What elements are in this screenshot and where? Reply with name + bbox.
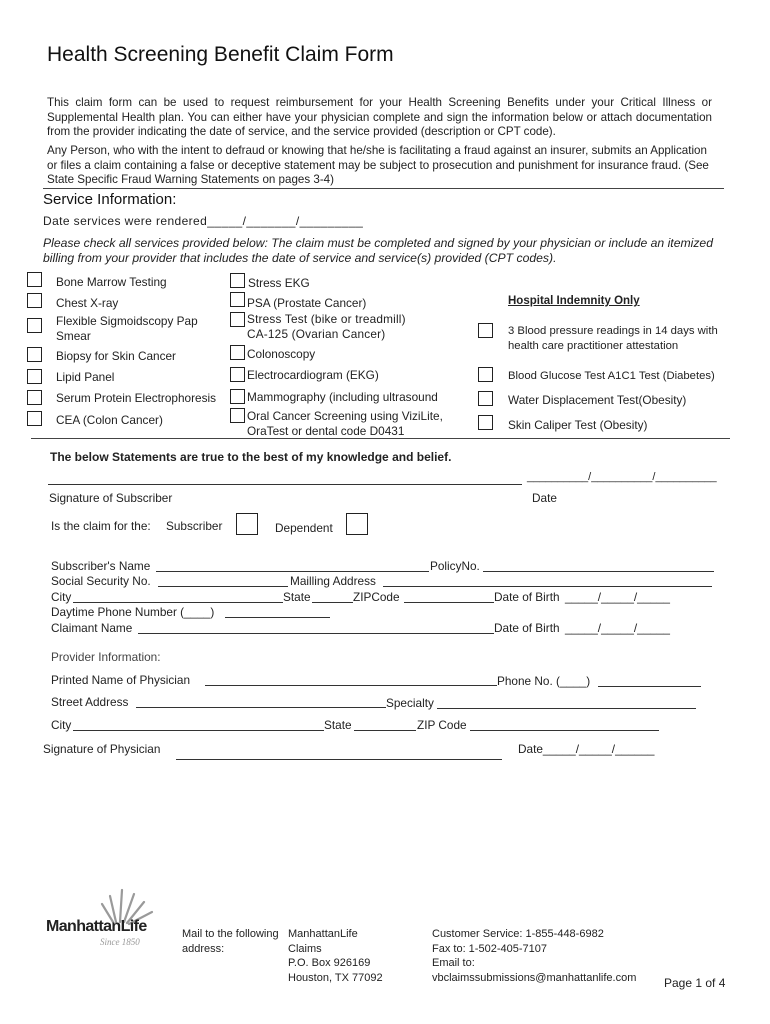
intro-paragraph: This claim form can be used to request reimbursement for your Health Screening Benefits under your Critical Illness or Supplemental Health plan. You can either have your physician complete and sign the information below or attach documentation from the provider indicating the date of service, and the service provided (description or CPT code).: [47, 96, 712, 139]
checkbox-biopsy-skin-cancer[interactable]: [27, 347, 42, 362]
service-label: Bone Marrow Testing: [56, 275, 167, 289]
specialty-label: Specialty: [386, 696, 434, 710]
service-label: CEA (Colon Cancer): [56, 413, 163, 427]
mail-to-label: Mail to the following address:: [182, 928, 279, 955]
divider: [31, 438, 730, 439]
daytime-phone-label: Daytime Phone Number (____): [51, 605, 215, 619]
page-number: Page 1 of 4: [664, 976, 726, 990]
provider-zip-field[interactable]: [470, 730, 659, 731]
city-label: City: [51, 590, 72, 604]
checkbox-cea[interactable]: [27, 411, 42, 426]
signature-subscriber-label: Signature of Subscriber: [49, 491, 173, 505]
checkbox-stress-test[interactable]: [230, 312, 245, 327]
service-label: PSA (Prostate Cancer): [247, 296, 367, 310]
service-label: Electrocardiogram (EKG): [247, 368, 379, 382]
customer-service-line: Customer Service: 1-855-448-6982: [432, 928, 604, 940]
claimant-dob-field[interactable]: _____/_____/_____: [565, 621, 670, 635]
service-label: Oral Cancer Screening using ViziLite, OraTest or dental code D0431: [247, 409, 443, 438]
address-line: P.O. Box 926169: [288, 957, 371, 969]
provider-city-label: City: [51, 718, 72, 732]
dob-label: Date of Birth: [494, 590, 560, 604]
provider-city-field[interactable]: [73, 730, 324, 731]
checkbox-lipid-panel[interactable]: [27, 369, 42, 384]
checkbox-subscriber[interactable]: [236, 513, 258, 535]
hospital-indemnity-heading: Hospital Indemnity Only: [508, 295, 640, 307]
claimant-name-label: Claimant Name: [51, 621, 133, 635]
service-label: Stress Test (bike or treadmill) CA-125 (Ovarian Cancer): [247, 312, 406, 341]
subscriber-signature-field[interactable]: [48, 484, 522, 485]
state-field[interactable]: [312, 602, 353, 603]
zipcode-field[interactable]: [404, 602, 494, 603]
date-rendered-label: [43, 214, 363, 228]
service-label: Stress EKG: [248, 276, 310, 290]
zipcode-label: ZIPCode: [353, 590, 400, 604]
checkbox-psa[interactable]: [230, 292, 245, 307]
email-address-link[interactable]: vbclaimssubmissions@manhattanlife.com: [432, 971, 637, 984]
service-label: 3 Blood pressure readings in 14 days with health care practitioner attestation: [508, 325, 718, 352]
phone-no-field[interactable]: [598, 686, 701, 687]
service-label: Biopsy for Skin Cancer: [56, 349, 176, 363]
checkbox-blood-glucose[interactable]: [478, 367, 493, 382]
signature-physician-label: Signature of Physician: [43, 742, 161, 756]
mailing-address-field[interactable]: [383, 586, 712, 587]
checkbox-mammography[interactable]: [230, 389, 245, 404]
service-label: Mammography (including ultrasound: [247, 390, 438, 404]
statement-text: The below Statements are true to the best of my knowledge and belief.: [50, 450, 452, 464]
divider: [43, 188, 724, 189]
service-label: Skin Caliper Test (Obesity): [508, 418, 648, 432]
subscriber-option-label: Subscriber: [166, 519, 223, 533]
street-address-label: Street Address: [51, 695, 129, 709]
ssn-label: Social Security No.: [51, 574, 151, 588]
subscriber-date-field[interactable]: __________/__________/__________: [527, 471, 717, 483]
address-line: Houston, TX 77092: [288, 971, 383, 984]
checkbox-oral-cancer[interactable]: [230, 408, 245, 423]
service-label: Colonoscopy: [247, 347, 316, 361]
specialty-field[interactable]: [437, 708, 696, 709]
checkbox-skin-caliper[interactable]: [478, 415, 493, 430]
fax-line: Fax to: 1-502-405-7107: [432, 942, 547, 955]
service-label: Chest X-ray: [56, 296, 119, 310]
form-title: Health Screening Benefit Claim Form: [47, 43, 394, 66]
ssn-field[interactable]: [158, 586, 288, 587]
state-label: State: [283, 590, 311, 604]
subscriber-name-field[interactable]: [156, 571, 429, 572]
service-label: Water Displacement Test(Obesity): [508, 393, 687, 407]
checkbox-water-displacement[interactable]: [478, 391, 493, 406]
contact-block: [432, 927, 636, 985]
mailing-address-block: [288, 927, 383, 985]
service-label: Serum Protein Electrophoresis: [56, 391, 216, 405]
checkbox-bone-marrow-testing[interactable]: [27, 272, 42, 287]
provider-info-heading: Provider Information:: [51, 650, 161, 664]
phone-no-label: Phone No. (____): [497, 674, 591, 688]
policy-no-label: PolicyNo.: [430, 559, 480, 573]
mailing-address-label: Mailling Address: [290, 574, 376, 588]
provider-zip-label: ZIP Code: [417, 718, 467, 732]
manhattanlife-logo: [46, 886, 166, 946]
city-field[interactable]: [73, 602, 283, 603]
dependent-option-label: Dependent: [275, 521, 333, 535]
subscriber-name-label: Subscriber's Name: [51, 559, 151, 573]
checkbox-dependent[interactable]: [346, 513, 368, 535]
daytime-phone-field[interactable]: [225, 617, 330, 618]
service-information-heading: Service Information:: [43, 191, 177, 208]
claimant-dob-label: Date of Birth: [494, 621, 560, 635]
physician-signature-field[interactable]: [176, 759, 502, 760]
service-label: Lipid Panel: [56, 370, 115, 384]
claim-for-label: Is the claim for the:: [51, 519, 151, 533]
logo-wordmark: ManhattanLife: [46, 918, 147, 935]
provider-state-label: State: [324, 718, 352, 732]
checkbox-flexible-sigmoidscopy[interactable]: [27, 318, 42, 333]
logo-since: Since 1850: [100, 937, 140, 947]
checkbox-colonoscopy[interactable]: [230, 345, 245, 360]
service-label: Flexible Sigmoidscopy Pap Smear: [56, 314, 198, 343]
provider-state-field[interactable]: [354, 730, 416, 731]
address-line: Claims: [288, 942, 322, 955]
address-line: ManhattanLife: [288, 928, 358, 940]
date-label: Date: [532, 491, 557, 505]
dob-field[interactable]: _____/_____/_____: [565, 590, 670, 604]
checkbox-stress-ekg[interactable]: [230, 273, 245, 288]
email-label-line: Email to:: [432, 957, 475, 969]
checkbox-serum-protein[interactable]: [27, 390, 42, 405]
claimant-name-field[interactable]: [138, 633, 494, 634]
checkbox-ekg[interactable]: [230, 367, 245, 382]
service-label: Blood Glucose Test A1C1 Test (Diabetes): [508, 370, 715, 382]
date-rendered-text: Date services were rendered: [43, 214, 208, 228]
services-instructions: Please check all services provided below: The claim must be completed and signed by your physician or include an itemized billing from your provider that includes the date of service and service(s) provided (CPT codes).: [43, 236, 713, 265]
physician-date-field[interactable]: Date_____/_____/______: [518, 742, 655, 756]
checkbox-blood-pressure[interactable]: [478, 323, 493, 338]
street-address-field[interactable]: [136, 707, 386, 708]
policy-no-field[interactable]: [483, 571, 714, 572]
physician-name-field[interactable]: [205, 685, 497, 686]
fraud-warning-paragraph: Any Person, who with the intent to defraud or knowing that he/she is facilitating a fraud against an insurer, submits an Application or files a claim containing a false or deceptive statement may be subject to prosecution and punishment for insurance fraud. (See State Specific Fraud Warning Statements on pages 3-4): [47, 144, 709, 187]
date-rendered-field[interactable]: _____/_______/_________: [207, 214, 364, 228]
checkbox-chest-xray[interactable]: [27, 293, 42, 308]
physician-name-label: Printed Name of Physician: [51, 673, 191, 687]
